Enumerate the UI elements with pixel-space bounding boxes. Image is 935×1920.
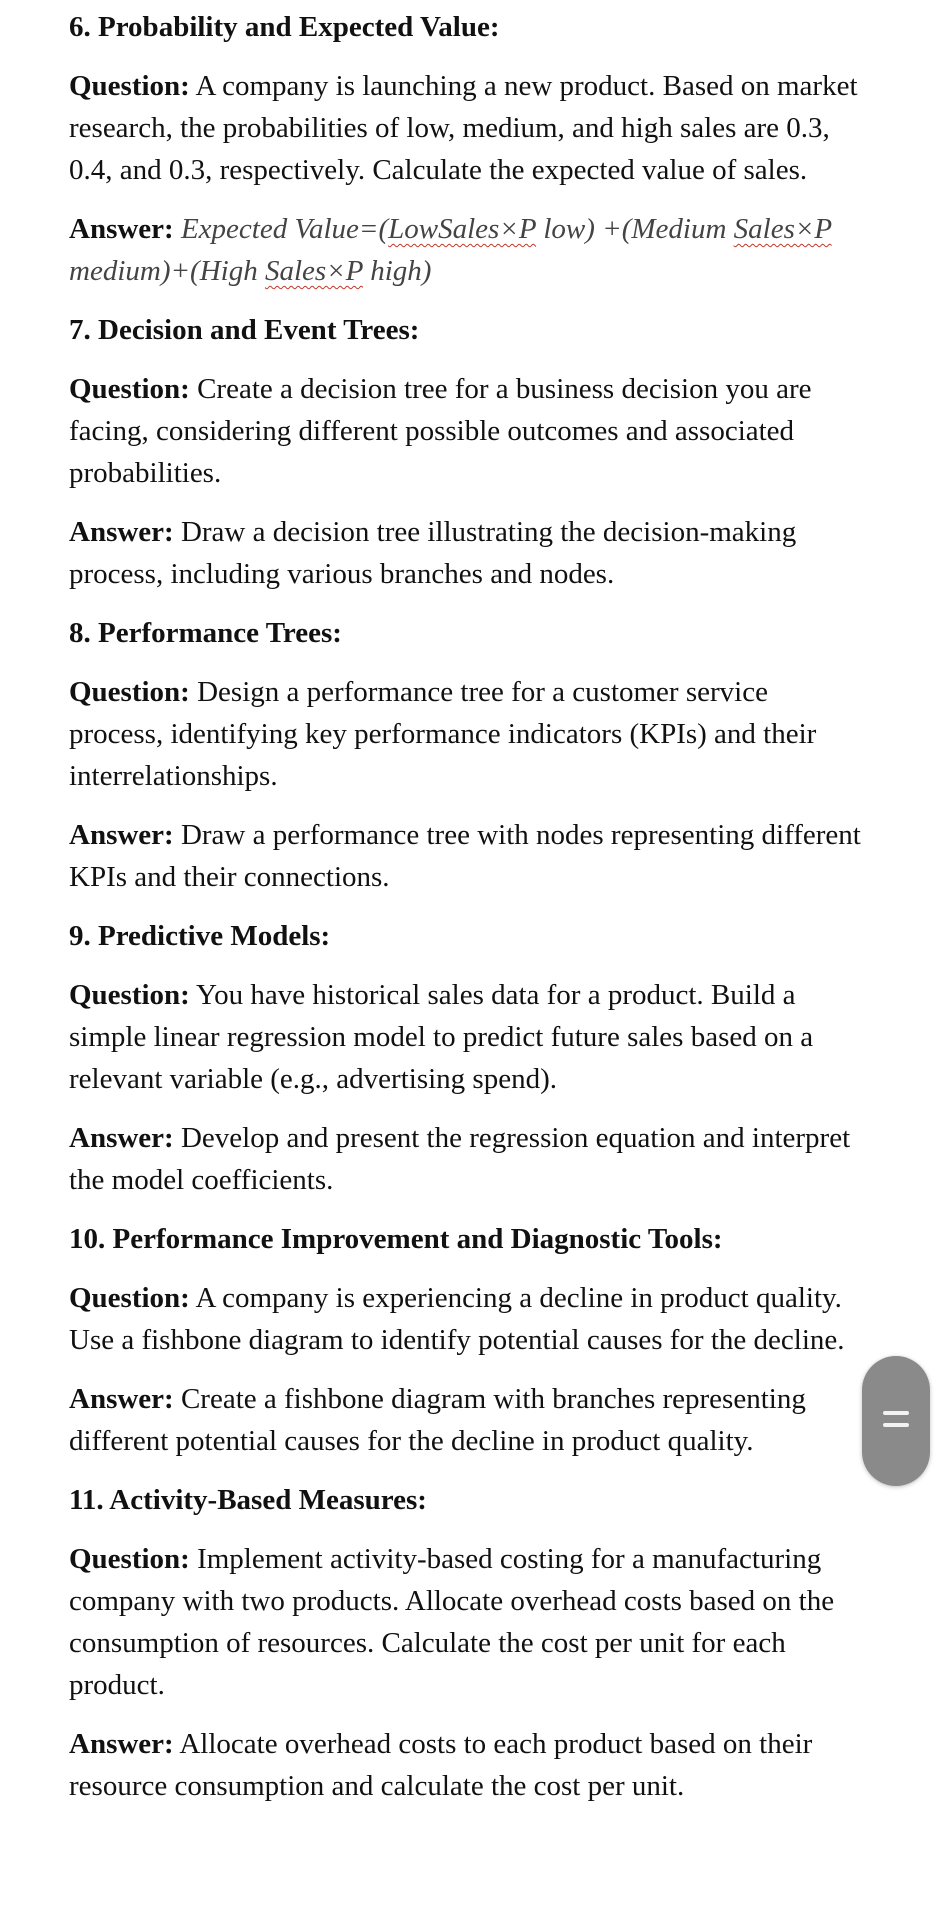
answer-label: Answer: bbox=[69, 1122, 174, 1154]
question-label: Question: bbox=[69, 373, 190, 405]
question-paragraph bbox=[69, 974, 869, 1100]
formula-part: Expected Value=( bbox=[180, 213, 389, 245]
answer-label: Answer: bbox=[69, 1728, 174, 1760]
formula-part: high) bbox=[362, 255, 432, 287]
answer-paragraph bbox=[69, 814, 869, 898]
answer-label: Answer: bbox=[69, 1383, 174, 1415]
section-heading: 9. Predictive Models: bbox=[69, 920, 331, 952]
section-heading: 8. Performance Trees: bbox=[69, 617, 342, 649]
question-label: Question: bbox=[69, 1282, 190, 1314]
question-text: A company is experiencing a decline in product quality. Use a fishbone diagram to identify potential causes for the decline. bbox=[69, 1282, 845, 1356]
answer-paragraph bbox=[69, 208, 869, 292]
expected-value-formula bbox=[69, 213, 832, 287]
answer-label: Answer: bbox=[69, 819, 174, 851]
formula-part-spellcheck: Sales×P bbox=[733, 213, 832, 245]
answer-label: Answer: bbox=[69, 213, 174, 245]
answer-text: Develop and present the regression equation and interpret the model coefficients. bbox=[69, 1122, 851, 1196]
question-paragraph bbox=[69, 671, 869, 797]
question-text: Implement activity-based costing for a manufacturing company with two products. Allocate overhead costs based on the consumption of resources. Calculate the cost per unit for each product. bbox=[69, 1543, 835, 1701]
question-paragraph bbox=[69, 368, 869, 494]
question-paragraph bbox=[69, 1277, 869, 1361]
question-label: Question: bbox=[69, 676, 190, 708]
section-heading: 6. Probability and Expected Value: bbox=[69, 11, 500, 43]
answer-paragraph bbox=[69, 1378, 869, 1462]
formula-part-spellcheck: LowSales×P bbox=[388, 213, 537, 245]
question-label: Question: bbox=[69, 70, 190, 102]
question-text: A company is launching a new product. Based on market research, the probabilities of low, medium, and high sales are 0.3, 0.4, and 0.3, respectively. Calculate the expected value of sales. bbox=[69, 70, 858, 186]
answer-text: Create a fishbone diagram with branches representing different potential causes for the decline in product quality. bbox=[69, 1383, 806, 1457]
formula-part-spellcheck: Sales×P bbox=[264, 255, 363, 287]
answer-text: Allocate overhead costs to each product based on their resource consumption and calculate the cost per unit. bbox=[69, 1728, 813, 1802]
answer-text: Draw a performance tree with nodes representing different KPIs and their connections. bbox=[69, 819, 861, 893]
question-text: Create a decision tree for a business decision you are facing, considering different possible outcomes and associated probabilities. bbox=[69, 373, 812, 489]
question-label: Question: bbox=[69, 1543, 190, 1575]
answer-paragraph bbox=[69, 1723, 869, 1807]
answer-text: Draw a decision tree illustrating the decision-making process, including various branches and nodes. bbox=[69, 516, 797, 590]
section-heading: 11. Activity-Based Measures: bbox=[69, 1484, 427, 1516]
question-text: Design a performance tree for a customer service process, identifying key performance indicators (KPIs) and their interrelationships. bbox=[69, 676, 817, 792]
answer-paragraph bbox=[69, 511, 869, 595]
question-text: You have historical sales data for a product. Build a simple linear regression model to predict future sales based on a relevant variable (e.g., advertising spend). bbox=[69, 979, 814, 1095]
question-paragraph bbox=[69, 1538, 869, 1706]
answer-paragraph bbox=[69, 1117, 869, 1201]
section-heading: 10. Performance Improvement and Diagnostic Tools: bbox=[69, 1223, 723, 1255]
question-paragraph bbox=[69, 65, 869, 191]
formula-part: medium)+(High bbox=[69, 255, 265, 287]
formula-part: low) +(Medium bbox=[536, 213, 734, 245]
section-heading: 7. Decision and Event Trees: bbox=[69, 314, 420, 346]
question-label: Question: bbox=[69, 979, 190, 1011]
answer-label: Answer: bbox=[69, 516, 174, 548]
document-body bbox=[69, 0, 869, 1824]
scroll-handle[interactable] bbox=[862, 1356, 930, 1486]
